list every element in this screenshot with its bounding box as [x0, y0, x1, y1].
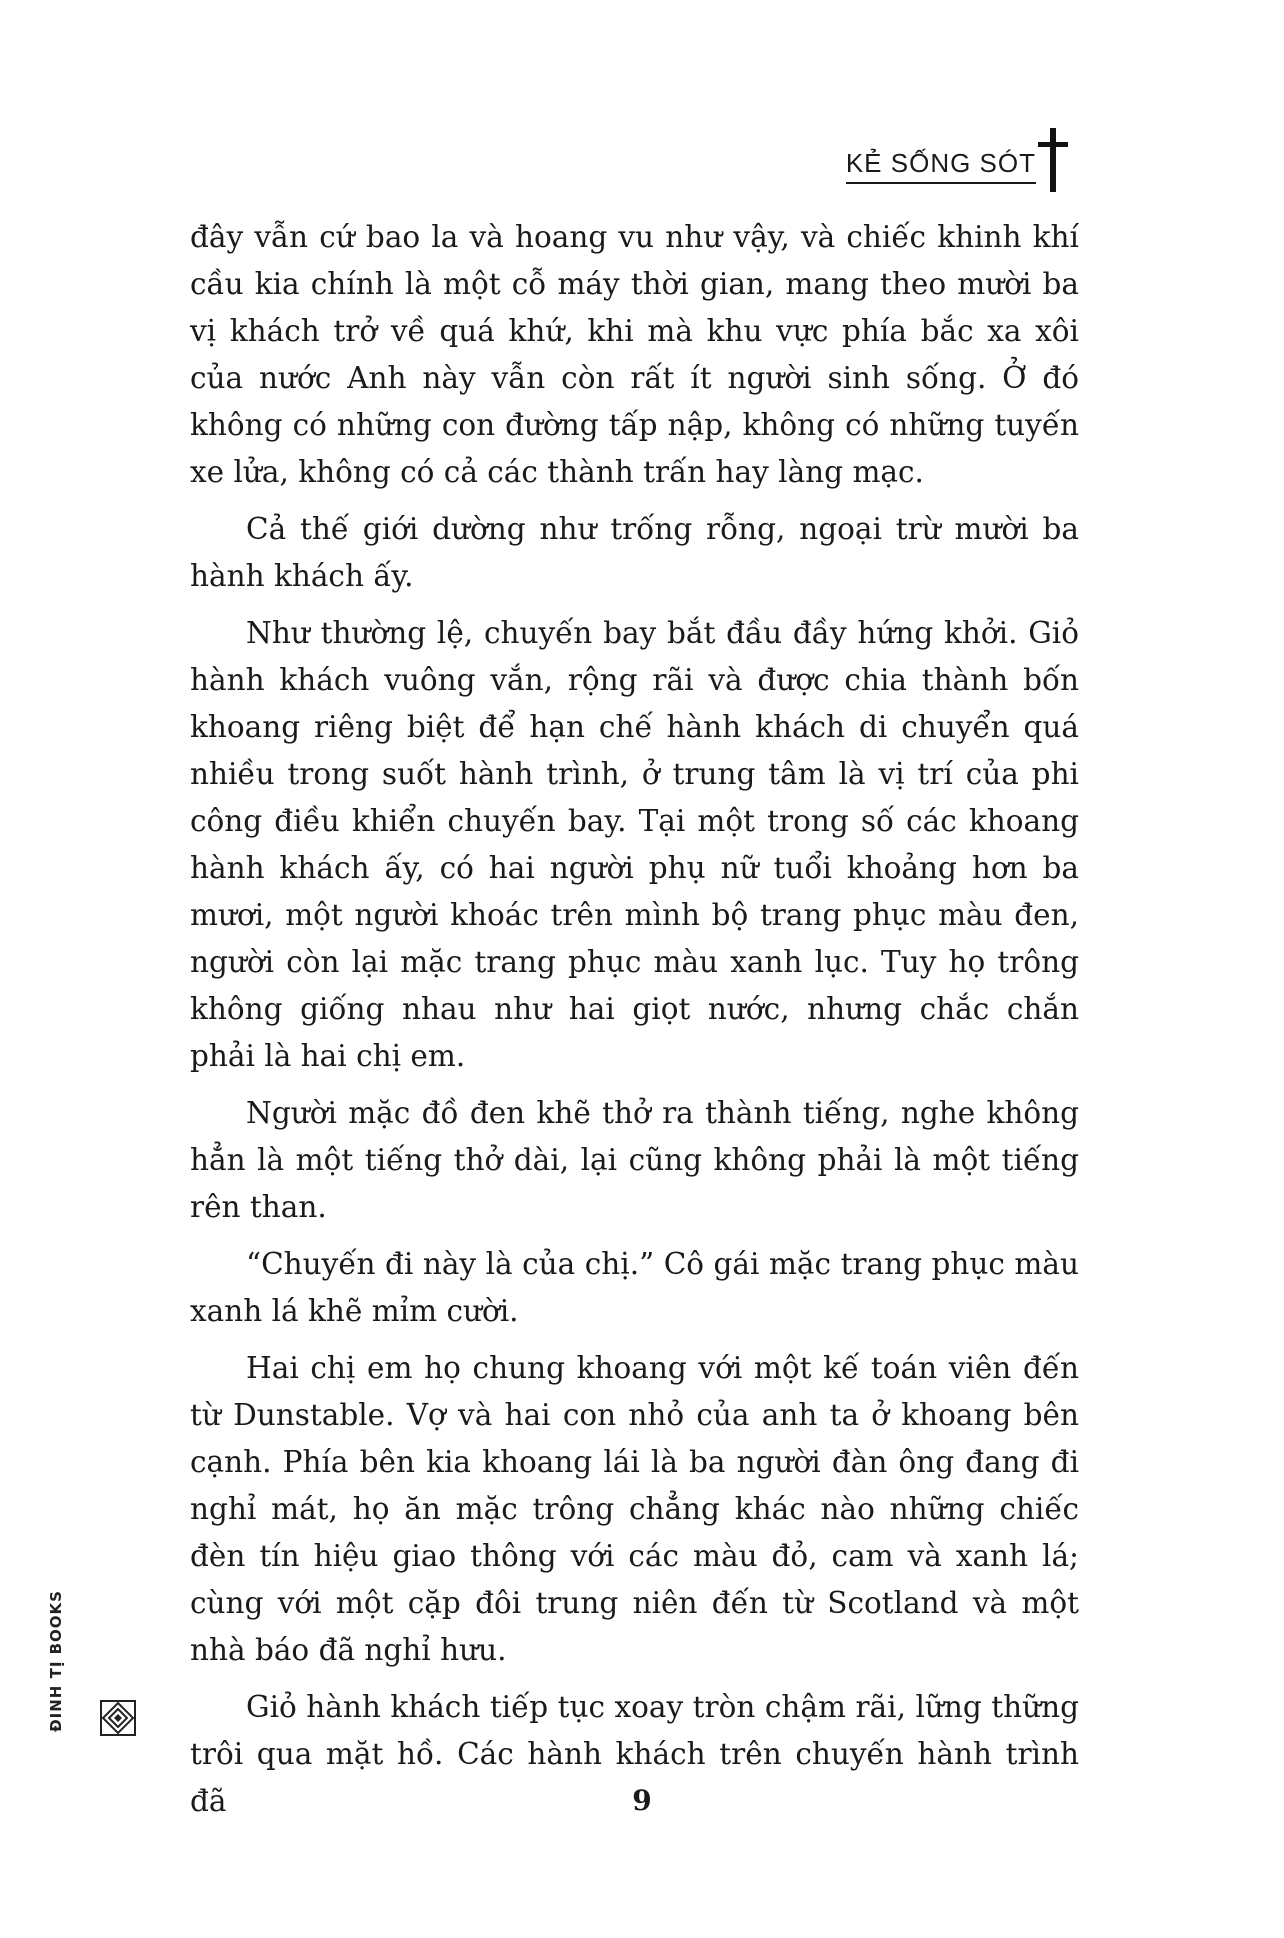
- paragraph: Người mặc đồ đen khẽ thở ra thành tiếng, nghe không hẳn là một tiếng thở dài, lại cũng không phải là một tiếng rên than.: [190, 1096, 1079, 1224]
- running-title: KẺ SỐNG SÓT: [846, 146, 1036, 184]
- paragraph: Cả thế giới dường như trống rỗng, ngoại trừ mười ba hành khách ấy.: [190, 512, 1079, 593]
- body-text: [190, 214, 1079, 1835]
- paragraph: Hai chị em họ chung khoang với một kế toán viên đến từ Dunstable. Vợ và hai con nhỏ của anh ta ở khoang bên cạnh. Phía bên kia khoang lái là ba người đàn ông đang đi nghỉ mát, họ ăn mặc trông chẳng khác nào những chiếc đèn tín hiệu giao thông với các màu đỏ, cam và xanh lá; cùng với một cặp đôi trung niên đến từ Scotland và một nhà báo đã nghỉ hưu.: [190, 1351, 1079, 1667]
- cross-icon: [1038, 128, 1068, 192]
- paragraph: “Chuyến đi này là của chị.” Cô gái mặc trang phục màu xanh lá khẽ mỉm cười.: [190, 1247, 1079, 1328]
- page-number: 9: [632, 1784, 652, 1817]
- paragraph: đây vẫn cứ bao la và hoang vu như vậy, và chiếc khinh khí cầu kia chính là một cỗ máy thời gian, mang theo mười ba vị khách trở về quá khứ, khi mà khu vực phía bắc xa xôi của nước Anh này vẫn còn rất ít người sinh sống. Ở đó không có những con đường tấp nập, không có những tuyến xe lửa, không có cả các thành trấn hay làng mạc.: [190, 220, 1079, 489]
- paragraph: Giỏ hành khách tiếp tục xoay tròn chậm rãi, lững thững trôi qua mặt hồ. Các hành khách trên chuyến hành trình đã: [190, 1690, 1079, 1818]
- dinhti-diamond-logo-icon: [100, 1700, 136, 1736]
- paragraph: Như thường lệ, chuyến bay bắt đầu đầy hứng khởi. Giỏ hành khách vuông vắn, rộng rãi và được chia thành bốn khoang riêng biệt để hạn chế hành khách di chuyển quá nhiều trong suốt hành trình, ở trung tâm là vị trí của phi công điều khiển chuyến bay. Tại một trong số các khoang hành khách ấy, có hai người phụ nữ tuổi khoảng hơn ba mươi, một người khoác trên mình bộ trang phục màu đen, người còn lại mặc trang phục màu xanh lục. Tuy họ trông không giống nhau như hai giọt nước, nhưng chắc chắn phải là hai chị em.: [190, 616, 1079, 1073]
- running-header: [846, 128, 1068, 184]
- publisher-label: ĐINH TỊ BOOKS: [47, 1590, 66, 1732]
- publisher-mark: [47, 1590, 140, 1740]
